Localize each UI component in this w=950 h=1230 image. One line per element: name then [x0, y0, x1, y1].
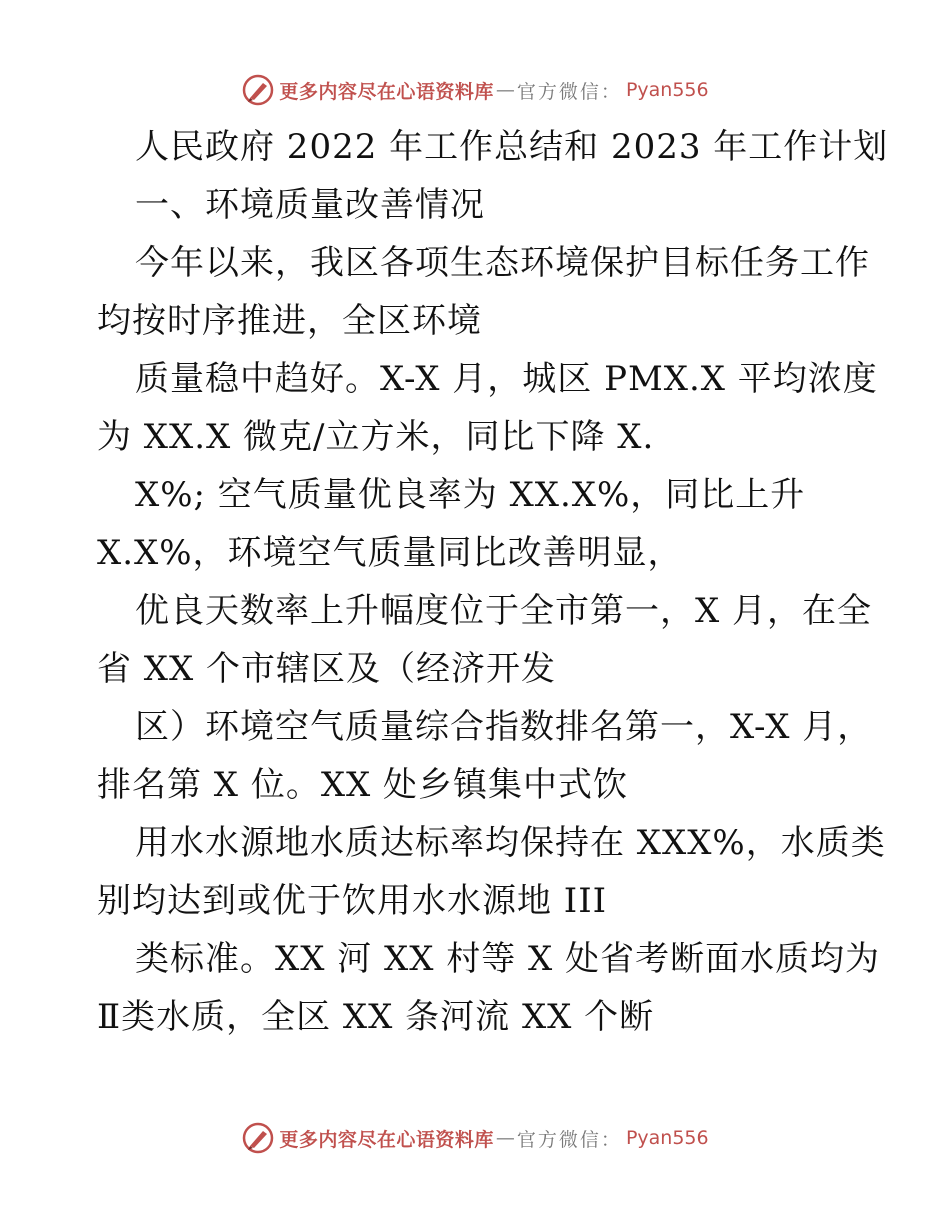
- body-line: 类标准。XX 河 XX 村等 X 处省考断面水质均为: [135, 939, 881, 979]
- body-line: 用水水源地水质达标率均保持在 XXX%，水质类: [135, 823, 886, 863]
- watermark-wechat-id: Pyan556: [625, 1127, 709, 1149]
- body-line: 区）环境空气质量综合指数排名第一，X-X 月，: [135, 707, 873, 747]
- body-line: X%; 空气质量优良率为 XX.X%，同比上升: [135, 475, 806, 515]
- watermark-dash: —: [495, 79, 515, 101]
- body-line: Ⅱ类水质，全区 XX 条河流 XX 个断: [97, 997, 655, 1037]
- body-line: 排名第 X 位。XX 处乡镇集中式饮: [97, 765, 629, 805]
- pen-logo-icon: [241, 1121, 275, 1155]
- watermark-dash: —: [495, 1127, 515, 1149]
- body-line: 质量稳中趋好。X-X 月，城区 PMX.X 平均浓度: [135, 359, 878, 399]
- body-line: 优良天数率上升幅度位于全市第一，X 月，在全: [135, 591, 873, 631]
- body-line: 别均达到或优于饮用水水源地 III: [97, 881, 608, 921]
- header-watermark: [0, 72, 950, 108]
- section-heading: 一、环境质量改善情况: [135, 185, 485, 225]
- footer-watermark: [0, 1120, 950, 1156]
- document-title: 人民政府 2022 年工作总结和 2023 年工作计划: [135, 127, 889, 167]
- body-line: X.X%，环境空气质量同比改善明显，: [97, 533, 683, 573]
- watermark-official-label: 官方微信：: [516, 80, 622, 103]
- body-line: 今年以来，我区各项生态环境保护目标任务工作: [135, 243, 870, 283]
- watermark-brand-text: 更多内容尽在心语资料库: [279, 80, 494, 103]
- watermark-official-label: 官方微信：: [516, 1128, 622, 1151]
- watermark-brand-text: 更多内容尽在心语资料库: [279, 1128, 494, 1151]
- body-line: 省 XX 个市辖区及（经济开发: [97, 649, 557, 689]
- pen-logo-icon: [241, 73, 275, 107]
- body-line: 为 XX.X 微克/立方米，同比下降 X.: [97, 417, 655, 457]
- body-line: 均按时序推进，全区环境: [97, 301, 482, 341]
- watermark-wechat-id: Pyan556: [625, 79, 709, 101]
